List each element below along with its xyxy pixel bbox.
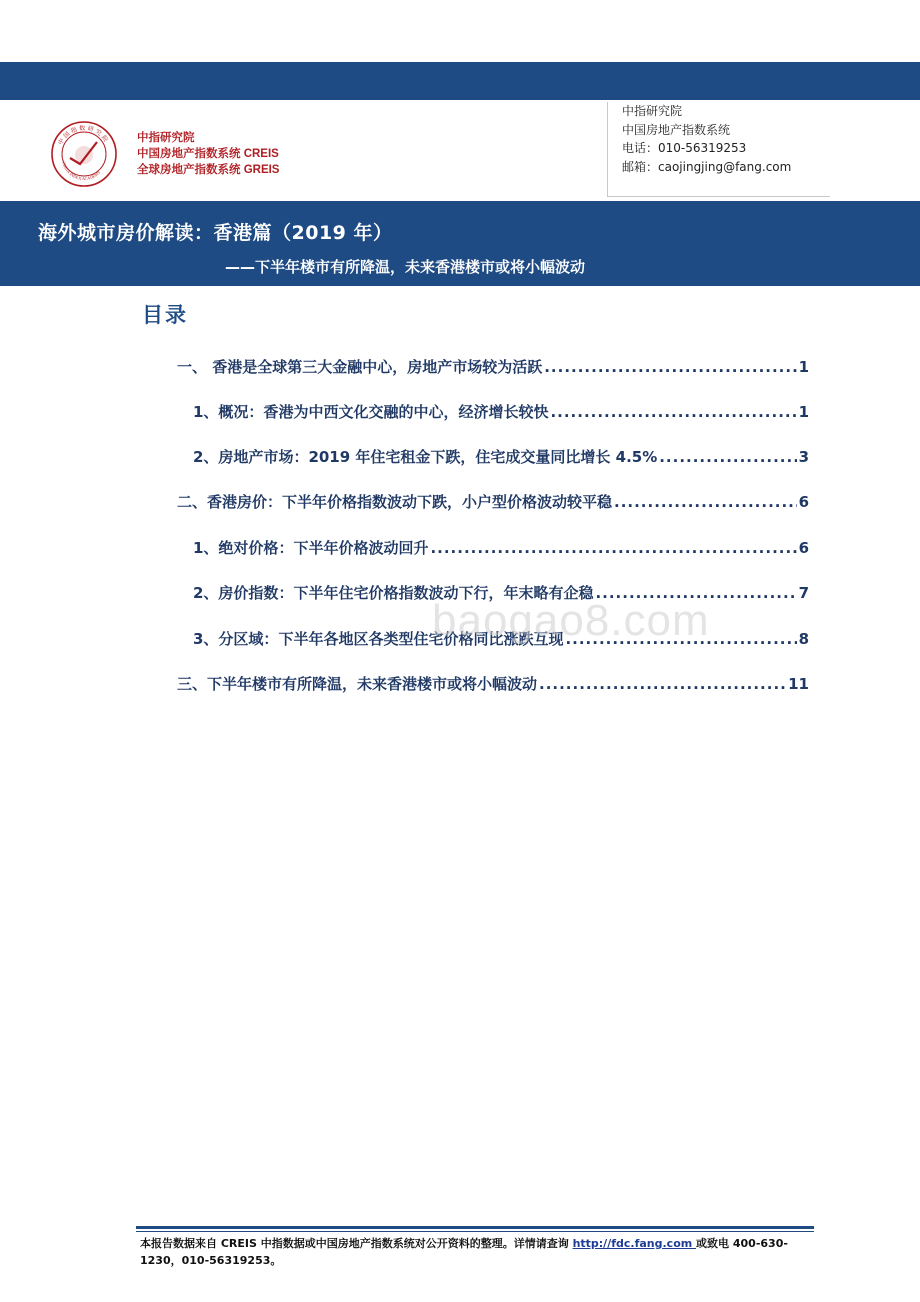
toc-entry-text: 1、绝对价格：下半年价格波动回升 xyxy=(193,539,429,557)
footer-link[interactable]: http://fdc.fang.com xyxy=(572,1237,697,1250)
footer-text-part2: 或致电 400-630-1230，010-56319253。 xyxy=(140,1237,788,1267)
toc-entry-page: 1 xyxy=(798,358,809,376)
title-band xyxy=(0,201,920,286)
toc-leader-dots xyxy=(659,448,796,466)
svg-text:中 国 指 数 研 究 院: 中 国 指 数 研 究 院 xyxy=(57,124,110,147)
org-line-academy: 中指研究院 xyxy=(137,132,195,144)
footer-text-part1: 本报告数据来自 CREIS 中指数据或中国房地产指数系统对公开资料的整理。详情请查询 xyxy=(140,1237,573,1250)
toc-entry-1-1[interactable] xyxy=(193,401,809,423)
report-subtitle: ——下半年楼市有所降温，未来香港楼市或将小幅波动 xyxy=(225,258,586,276)
toc-heading: 目录 xyxy=(142,303,188,327)
toc-leader-dots xyxy=(430,539,796,557)
toc-entry-page: 7 xyxy=(798,584,809,602)
toc-entry-text: 2、房价指数：下半年住宅价格指数波动下行，年末略有企稳 xyxy=(193,584,594,602)
toc-leader-dots xyxy=(539,675,786,693)
top-band xyxy=(0,62,920,100)
org-line-greis: 全球房地产指数系统 GREIS xyxy=(137,164,280,176)
toc-entry-text: 一、 香港是全球第三大金融中心，房地产市场较为活跃 xyxy=(177,358,543,376)
report-title: 海外城市房价解读：香港篇（2019 年） xyxy=(38,222,393,244)
toc-entry-page: 1 xyxy=(798,403,809,421)
org-line-creis: 中国房地产指数系统 CREIS xyxy=(137,148,279,160)
contact-phone: 电话：010-56319253 xyxy=(622,141,747,155)
toc-entry-text: 3、分区域：下半年各地区各类型住宅价格同比涨跌互现 xyxy=(193,630,564,648)
toc-entry-text: 三、下半年楼市有所降温，未来香港楼市或将小幅波动 xyxy=(177,675,538,693)
footer-note xyxy=(140,1235,815,1269)
toc-entry-2-1[interactable] xyxy=(193,537,809,559)
contact-email: 邮箱：caojingjing@fang.com xyxy=(622,159,792,174)
toc-entry-1-2[interactable] xyxy=(193,446,809,468)
toc-entry-2[interactable] xyxy=(177,491,809,513)
toc-entry-text: 二、香港房价：下半年价格指数波动下跌，小户型价格波动较平稳 xyxy=(177,493,613,511)
toc-entry-page: 6 xyxy=(798,539,809,557)
contact-system: 中国房地产指数系统 xyxy=(622,122,731,137)
svg-text:CHINA INDEX ACADEMY: CHINA INDEX ACADEMY xyxy=(61,161,102,182)
toc-leader-dots xyxy=(550,403,796,421)
toc-entry-page: 8 xyxy=(798,630,809,648)
toc-entry-1[interactable] xyxy=(177,356,809,378)
toc-entry-text: 1、概况：香港为中西文化交融的中心，经济增长较快 xyxy=(193,403,549,421)
contact-block xyxy=(607,102,791,196)
contact-divider xyxy=(607,196,830,197)
watermark: baogao8.com xyxy=(432,596,710,645)
toc-entry-page: 11 xyxy=(788,675,809,693)
toc-leader-dots xyxy=(614,493,797,511)
org-name-block xyxy=(137,130,279,178)
toc-entry-page: 6 xyxy=(798,493,809,511)
footer-rule-thin xyxy=(136,1231,814,1232)
toc-entry-page: 3 xyxy=(798,448,809,466)
china-index-academy-logo xyxy=(50,120,118,188)
toc-leader-dots xyxy=(544,358,796,376)
toc-entry-text: 2、房地产市场：2019 年住宅租金下跌，住宅成交量同比增长 4.5% xyxy=(193,448,658,466)
footer-rule xyxy=(136,1226,814,1229)
contact-org: 中指研究院 xyxy=(622,104,683,118)
toc-entry-3[interactable] xyxy=(177,673,809,695)
